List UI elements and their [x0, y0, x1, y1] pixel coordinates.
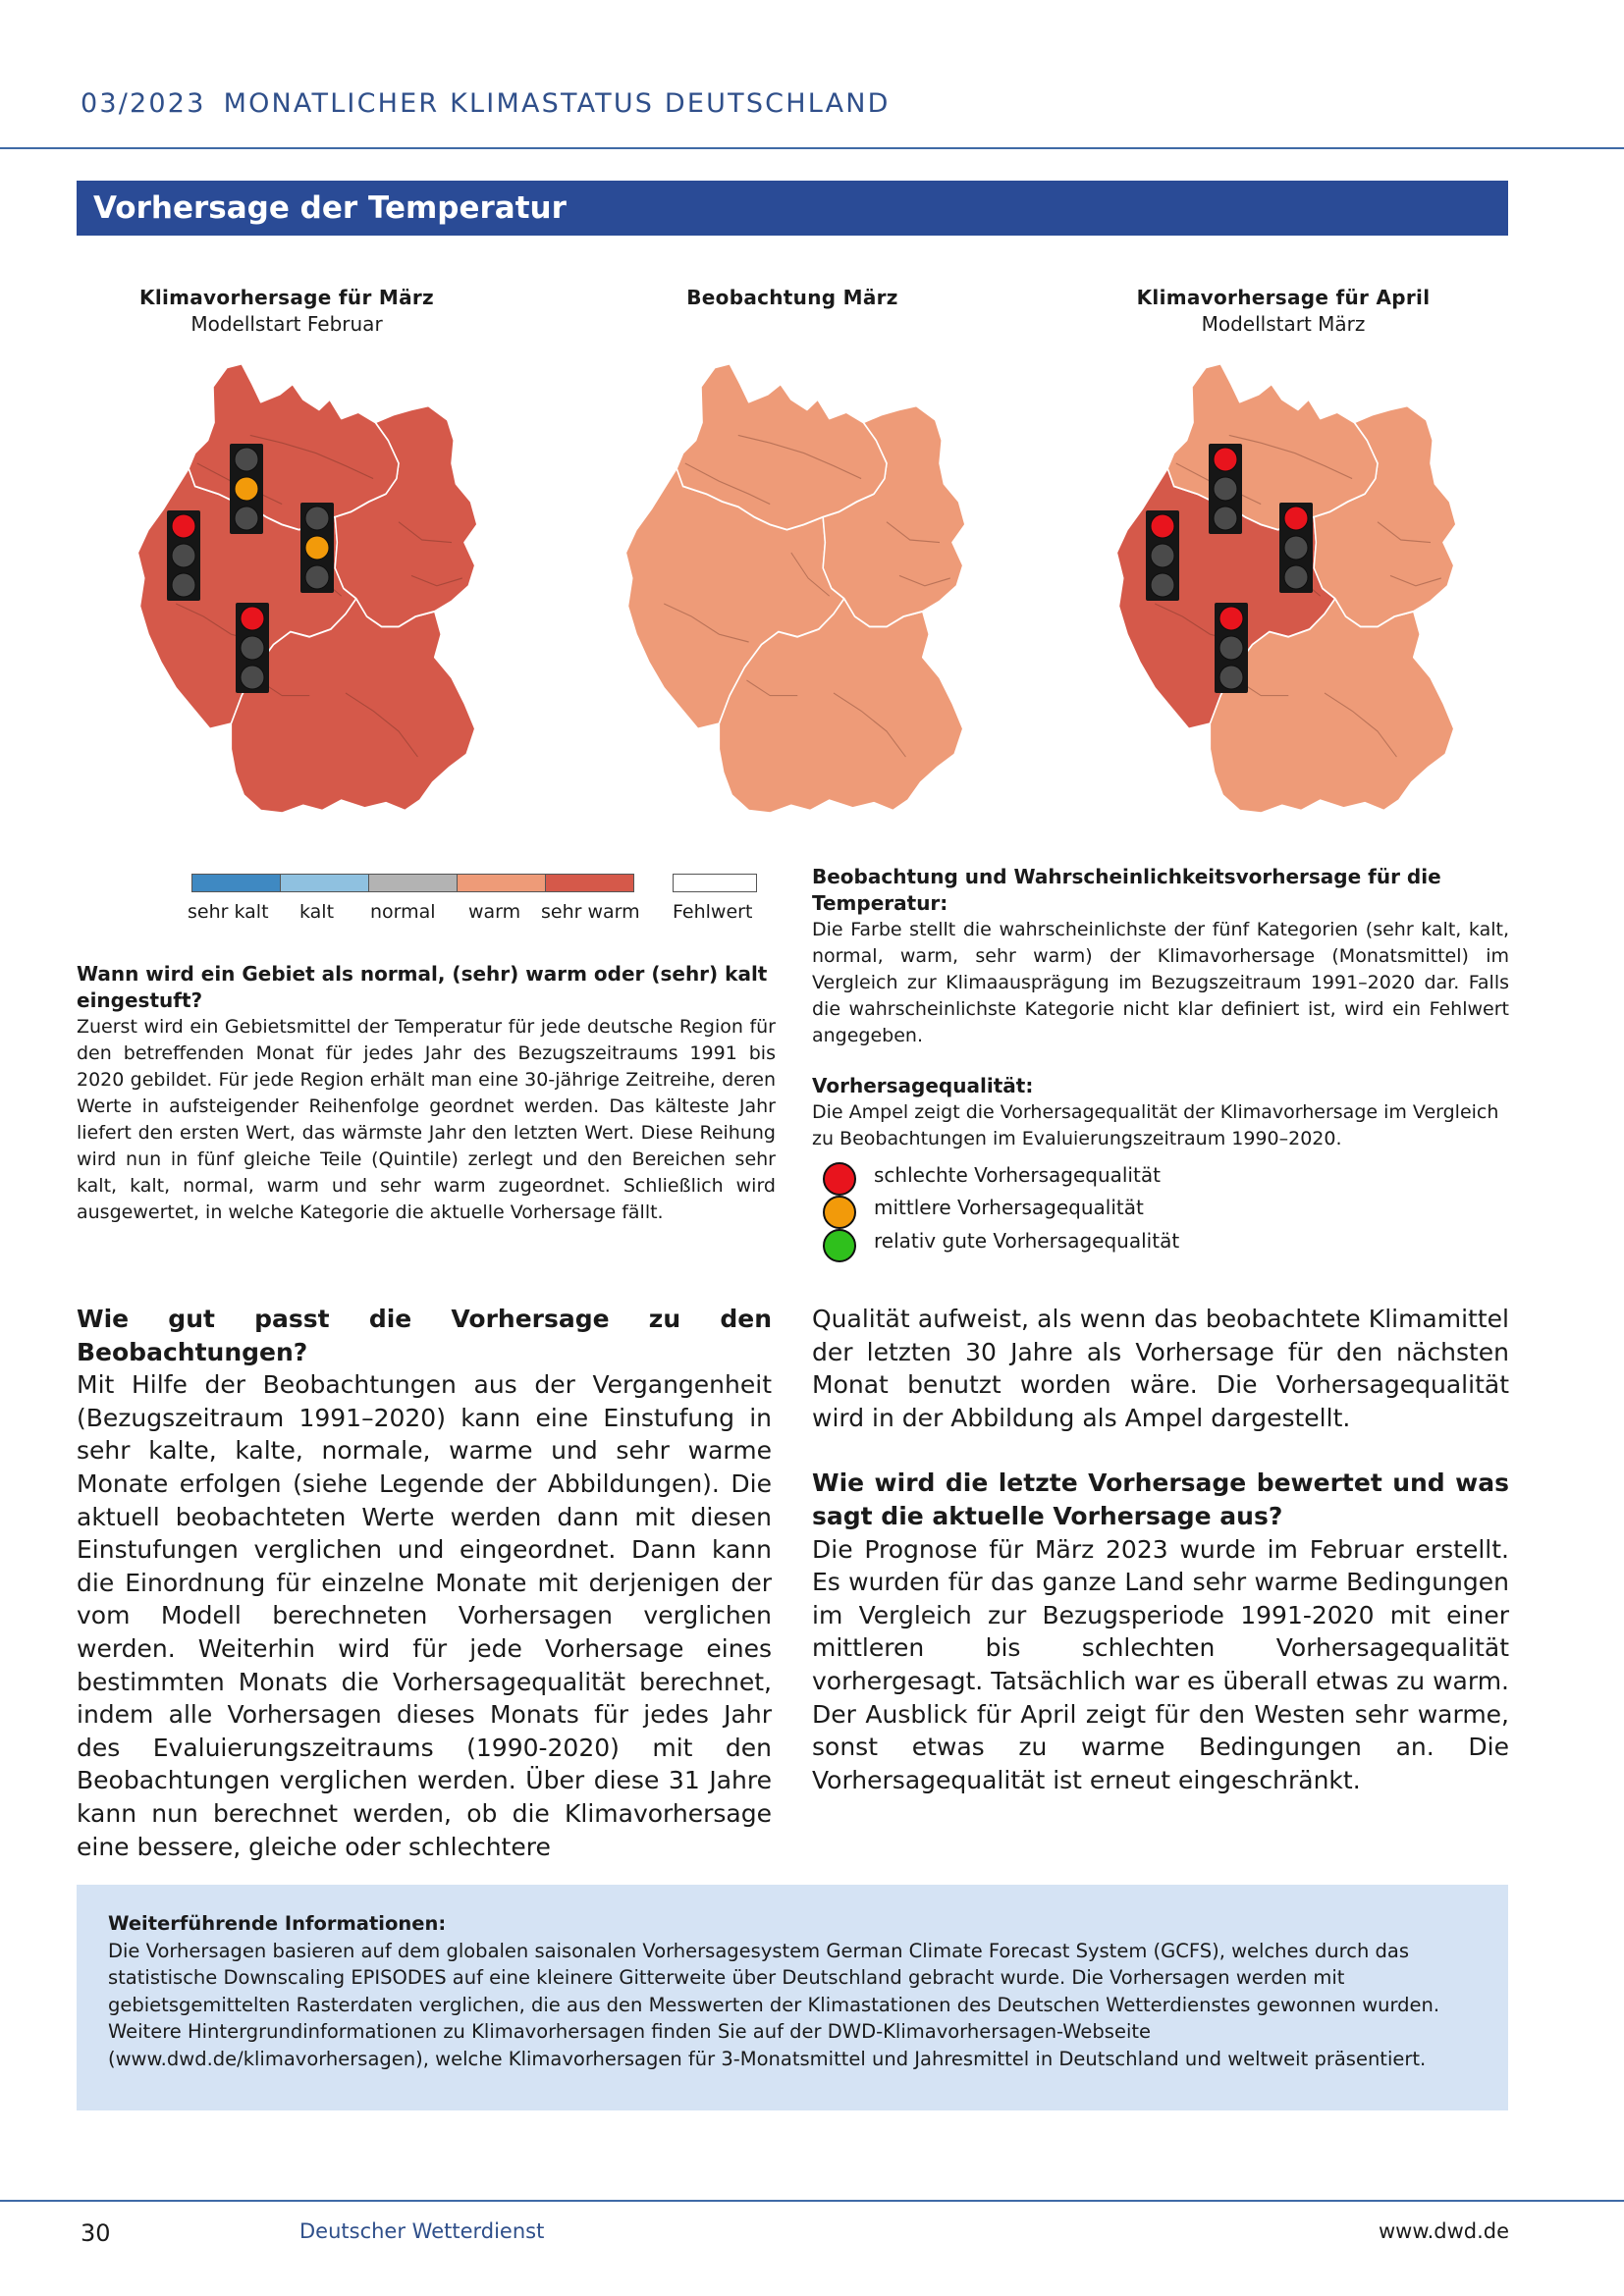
quality-item: mittlere Vorhersagequalität: [874, 1196, 1144, 1219]
traffic-light-icon-east: [1279, 503, 1313, 593]
traffic-light-lamp-red: [1214, 448, 1237, 471]
map-3-subtitle: Modellstart März: [1201, 312, 1366, 336]
orange-light-icon: [823, 1196, 856, 1229]
legend-label: warm: [468, 901, 521, 923]
traffic-light-lamp-orange: [1284, 536, 1308, 560]
legend-label: sehr warm: [541, 901, 640, 923]
map-3-title: Klimavorhersage für April: [1136, 286, 1431, 309]
traffic-light-lamp-orange: [235, 477, 258, 501]
issue-number: 03/2023: [81, 88, 206, 119]
map-forecast-april: [1107, 353, 1470, 834]
legend-label: kalt: [299, 901, 335, 923]
traffic-light-icon-south: [1215, 603, 1248, 693]
traffic-light-lamp-red: [1151, 514, 1174, 538]
traffic-light-icon-south: [236, 603, 269, 693]
map-2-heading: [596, 285, 989, 311]
quality-heading: Vorhersagequalität:: [812, 1074, 1034, 1097]
traffic-light-lamp-orange: [1214, 477, 1237, 501]
traffic-light-lamp-red: [1219, 607, 1243, 630]
info-heading: Weiterführende Informationen:: [108, 1912, 447, 1935]
traffic-light-lamp-green: [235, 507, 258, 530]
header-title: [81, 88, 891, 119]
legend-label: normal: [370, 901, 436, 923]
section-banner: Vorhersage der Temperatur: [77, 181, 1508, 236]
classification-heading: Wann wird ein Gebiet als normal, (sehr) warm oder (sehr) kalt eingestuft?: [77, 962, 768, 1012]
map-1-heading: [90, 285, 483, 338]
map-forecast-march: [128, 353, 491, 834]
page-number: 30: [81, 2219, 111, 2247]
traffic-light-lamp-green: [1214, 507, 1237, 530]
red-light-icon: [823, 1162, 856, 1196]
legend-swatch-sehr-kalt: [191, 874, 281, 892]
traffic-light-lamp-orange: [241, 636, 264, 660]
forecast-legend-text: Die Farbe stellt die wahrscheinlichste der fünf Kategorien (sehr kalt, kalt, normal, warm, sehr warm) der Klimavorhersage (Monatsmittel) im Vergleich zur Klimaausprägung im Bezugszeitraum 1991–2020 dar. Falls die wahrscheinlichste Kategorie nicht klar definiert ist, wird ein Fehlwert angegeben.: [812, 919, 1509, 1046]
publication-title: MONATLICHER KLIMASTATUS DEUTSCHLAND: [223, 88, 891, 119]
map-1-subtitle: Modellstart Februar: [190, 312, 383, 336]
legend-swatch-sehr-warm: [545, 874, 634, 892]
traffic-light-lamp-red: [305, 507, 329, 530]
legend-swatch-kalt: [280, 874, 369, 892]
traffic-light-lamp-green: [1219, 666, 1243, 689]
classification-note: [77, 961, 776, 1226]
body-text-fit: Mit Hilfe der Beobachtungen aus der Vergangenheit (Bezugszeitraum 1991–2020) kann eine Einstufung in sehr kalte, kalte, normale, warme und sehr warme Monate erfolgen (siehe Legende der Abbildungen). Die aktuell beobachteten Werte werden dann mit diesen Einstufungen verglichen und eingeordnet. Dann kann die Einordnung für einzelne Monate mit derjenigen der vom Modell berechneten Vorhersagen verglichen werden. Weiterhin wird für jede Vorhersage eines bestimmten Monats die Vorhersagequalität berechnet, indem alle Vorhersagen dieses Monats für jedes Jahr des Evaluierungszeitraums (1990-2020) mit den Beobachtungen verglichen werden. Über diese 31 Jahre kann nun berechnet werden, ob die Klimavorhersage eine bessere, gleiche oder schlechtere: [77, 1370, 772, 1861]
traffic-light-lamp-orange: [1151, 544, 1174, 567]
footer-url[interactable]: www.dwd.de: [1379, 2219, 1510, 2243]
traffic-light-icon-north: [230, 444, 263, 534]
body-column-right: [812, 1303, 1509, 1796]
quality-text: Die Ampel zeigt die Vorhersagequalität der Klimavorhersage im Vergleich zu Beobachtungen im Evaluierungszeitraum 1990–2020.: [812, 1101, 1499, 1149]
body-text-continuation: Qualität aufweist, als wenn das beobachtete Klimamittel der letzten 30 Jahre als Vorhersage für den nächsten Monat benutzt worden wäre. Die Vorhersagequalität wird in der Abbildung als Ampel dargestellt.: [812, 1305, 1509, 1432]
legend-label: Fehlwert: [673, 901, 753, 923]
traffic-light-icon-west: [167, 510, 200, 601]
legend-swatch-fehlwert: [673, 874, 757, 892]
quality-legend: [823, 1158, 1235, 1266]
quality-item: schlechte Vorhersagequalität: [874, 1163, 1161, 1187]
traffic-light-lamp-orange: [172, 544, 195, 567]
traffic-light-lamp-red: [235, 448, 258, 471]
legend-swatch-normal: [368, 874, 458, 892]
body-text-assessment: Die Prognose für März 2023 wurde im Februar erstellt. Es wurden für das ganze Land sehr warme Bedingungen im Vergleich zur Bezugsperiode 1991-2020 mit einer mittleren bis schlechten Vorhersagequalität vorhergesagt. Tatsächlich war es überall etwas zu warm. Der Ausblick für April zeigt für den Westen sehr warme, sonst etwas zu warme Bedingungen an. Die Vorhersagequalität ist erneut eingeschränkt.: [812, 1534, 1509, 1794]
traffic-light-lamp-green: [305, 565, 329, 589]
traffic-light-lamp-red: [172, 514, 195, 538]
classification-text: Zuerst wird ein Gebietsmittel der Temperatur für jede deutsche Region für den betreffenden Monat für jedes Jahr des Bezugszeitraums 1991 bis 2020 gebildet. Für jede Region erhält man eine 30-jährige Zeitreihe, deren Werte in aufsteigender Reihenfolge geordnet werden. Das kälteste Jahr liefert den ersten Wert, das wärmste Jahr den letzten Wert. Diese Reihung wird nun in fünf gleiche Teile (Quintile) zerlegt und den Bereichen sehr kalt, kalt, normal, warm und sehr warm zugeordnet. Schließlich wird ausgewertet, in welche Kategorie die aktuelle Vorhersage fällt.: [77, 1016, 776, 1223]
header-divider: [0, 147, 1624, 149]
green-light-icon: [823, 1229, 856, 1262]
footer-org: Deutscher Wetterdienst: [299, 2219, 545, 2243]
map-1-title: Klimavorhersage für März: [139, 286, 434, 309]
traffic-light-icon-east: [300, 503, 334, 593]
legend-swatch-warm: [457, 874, 546, 892]
info-box: [77, 1885, 1508, 2110]
traffic-light-lamp-green: [1284, 565, 1308, 589]
traffic-light-icon-west: [1146, 510, 1179, 601]
traffic-light-lamp-red: [241, 607, 264, 630]
info-text: Die Vorhersagen basieren auf dem globalen saisonalen Vorhersagesystem German Climate Forecast System (GCFS), welches durch das statistische Downscaling EPISODES auf eine kleinere Gitterweite über Deutschland gebracht wurde. Die Vorhersagen werden mit gebietsgemittelten Rasterdaten verglichen, die aus den Messwerten der Klimastationen des Deutschen Wetterdienstes gewonnen wurden. Weitere Hintergrundinformationen zu Klimavorhersagen finden Sie auf der DWD-Klimavorhersagen-Webseite (www.dwd.de/klimavorhersagen), welche Klimavorhersagen für 3-Monatsmittel und Jahresmittel in Deutschland und weltweit präsentiert.: [108, 1939, 1440, 2070]
body-heading-fit: Wie gut passt die Vorhersage zu den Beobachtungen?: [77, 1305, 772, 1366]
map-3-heading: [1087, 285, 1480, 338]
map-observation-march: [616, 353, 979, 834]
traffic-light-lamp-green: [172, 573, 195, 597]
body-heading-assessment: Wie wird die letzte Vorhersage bewertet und was sagt die aktuelle Vorhersage aus?: [812, 1468, 1509, 1530]
map-2-title: Beobachtung März: [686, 286, 898, 309]
legend-label: sehr kalt: [188, 901, 269, 923]
traffic-light-lamp-green: [241, 666, 264, 689]
traffic-light-lamp-red: [1284, 507, 1308, 530]
traffic-light-icon-north: [1209, 444, 1242, 534]
traffic-light-lamp-orange: [1219, 636, 1243, 660]
forecast-legend-heading: Beobachtung und Wahrscheinlichkeitsvorhersage für die Temperatur:: [812, 865, 1441, 915]
traffic-light-lamp-orange: [305, 536, 329, 560]
quality-item: relativ gute Vorhersagequalität: [874, 1229, 1180, 1253]
footer-divider: [0, 2200, 1624, 2202]
traffic-light-lamp-green: [1151, 573, 1174, 597]
forecast-legend-note: [812, 864, 1509, 1152]
body-column-left: [77, 1303, 772, 1863]
